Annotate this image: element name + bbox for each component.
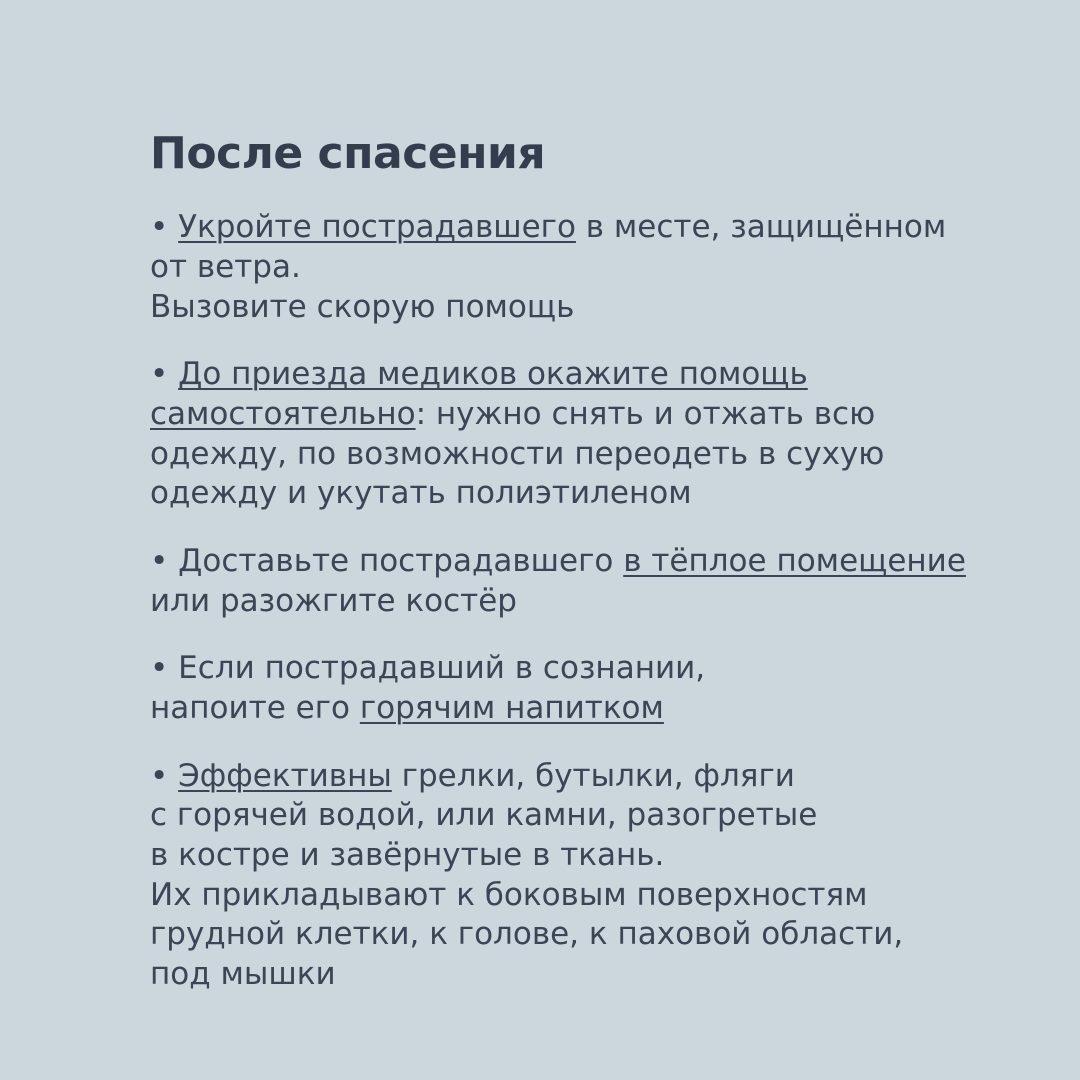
bullet-heaters [150, 757, 970, 995]
bullet-shelter [150, 208, 970, 327]
highlighted-phrase: Эффективны [178, 757, 392, 794]
bullet-hot-drink [150, 649, 970, 728]
bullet-text: • [150, 757, 179, 794]
bullet-text: • [150, 209, 179, 246]
bullet-text: • [150, 356, 179, 393]
page-title: После спасения [150, 128, 546, 179]
advice-list [150, 208, 980, 994]
bullet-text: • Если пострадавший в сознании, напоите его [150, 650, 706, 727]
bullet-text: грелки, бутылки, фляги с горячей водой, или камни, разогретые в костре и завёрнутые в ткань. Их прикладывают к боковым поверхностям грудной клетки, к голове, к паховой области, под мышки [150, 757, 904, 993]
highlighted-phrase: Укройте пострадавшего [178, 209, 576, 246]
highlighted-phrase: До приезда медиков окажите помощь самостоятельно [150, 356, 808, 433]
highlighted-phrase: горячим напитком [359, 690, 664, 727]
bullet-warm-room [150, 542, 970, 621]
bullet-text: : нужно снять и отжать всю одежду, по возможности переодеть в сухую одежду и укутать полиэтиленом [150, 396, 885, 512]
highlighted-phrase: в тёплое помещение [623, 543, 966, 580]
bullet-text: или разожгите костёр [150, 582, 517, 619]
bullet-before-medics [150, 355, 970, 514]
bullet-text: в месте, защищённом от ветра. Вызовите скорую помощь [150, 209, 947, 325]
bullet-text: • Доставьте пострадавшего [150, 543, 624, 580]
